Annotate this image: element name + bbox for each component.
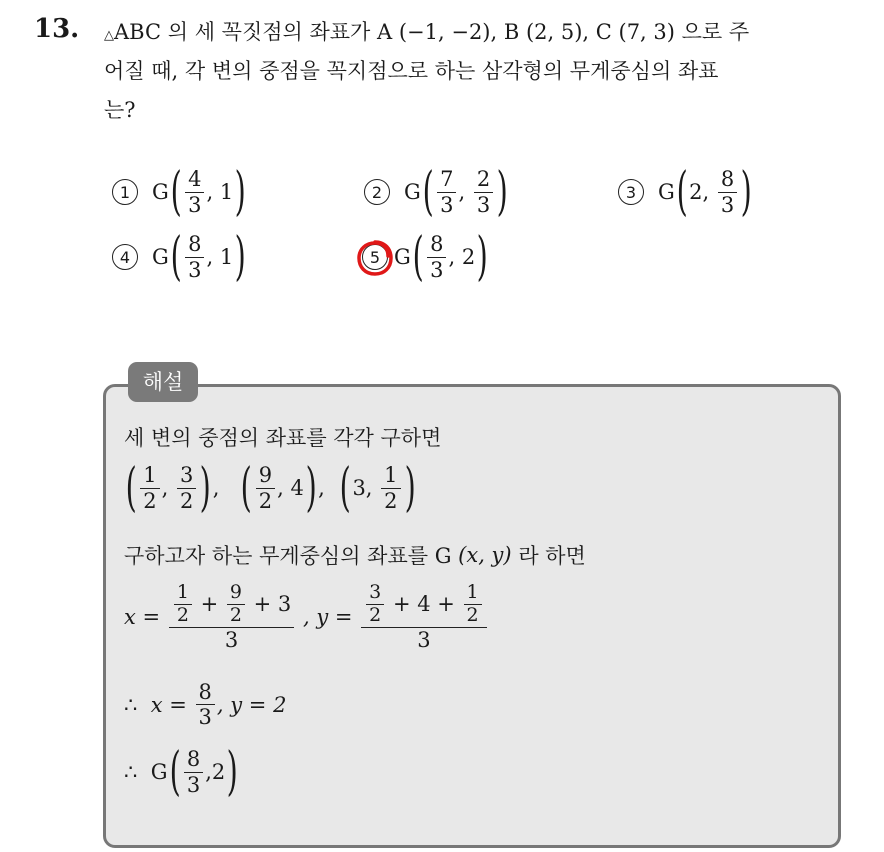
solution-line-1: 세 변의 중점의 좌표를 각각 구하면 <box>124 426 442 450</box>
fraction-denominator: 3 <box>430 257 444 282</box>
solution-line-3 <box>124 540 586 570</box>
y-var: , y = <box>302 604 353 629</box>
fraction-denominator: 2 <box>176 603 189 626</box>
option-label: G <box>152 180 169 204</box>
centroid-equation: x = $\frac{1}{2}$ + $\frac{9}{2}$ + 3 3 , y = $\frac{3}{2}$ + 4 + $\frac{1}{2}$ 3 <box>124 582 489 652</box>
question-line-2: 어질 때, 각 변의 중점을 꼭지점으로 하는 삼각형의 무게중심의 좌표 <box>104 59 719 83</box>
solution-tag: 해설 <box>128 362 198 402</box>
fraction-denominator: 2 <box>258 488 273 513</box>
fraction-numerator: 8 <box>427 232 446 257</box>
centroid-value: ,2 <box>205 760 226 784</box>
term: + 3 <box>253 592 292 617</box>
midpoints-line: ( $\frac{1}{2}$ , $\frac{3}{2}$ ) , ( $\frac{9}{2}$ , 4 ) , ( 3, $\frac{1}{2}$ ) <box>125 458 416 518</box>
fraction-denominator: 2 <box>143 488 157 513</box>
fraction-denominator: 3 <box>186 772 201 797</box>
fraction-numerator: 3 <box>366 582 384 605</box>
option-marker: 1 <box>112 179 138 205</box>
fraction-numerator: 4 <box>185 167 204 192</box>
option-label: G <box>404 180 421 204</box>
therefore-symbol: ∴ <box>124 692 138 717</box>
option-3[interactable]: 3 G ( 2, $\frac{8}{3}$ ) <box>618 166 753 218</box>
option-value: 2, <box>689 180 710 204</box>
fraction-numerator: 9 <box>256 463 275 488</box>
x-var: x = <box>124 604 161 629</box>
fraction-numerator: 8 <box>718 167 737 192</box>
midpoint-value: 4 <box>290 476 304 500</box>
question-line-3: 는? <box>104 98 136 122</box>
option-value: 1 <box>219 180 234 204</box>
fraction-denominator: 3 <box>198 705 212 730</box>
option-label: G <box>394 245 411 269</box>
fraction-denominator: 3 <box>476 192 491 217</box>
option-marker: 2 <box>364 179 390 205</box>
option-2[interactable]: 2 G ( $\frac{7}{3}$ , $\frac{2}{3}$ ) <box>364 166 509 218</box>
fraction-numerator: 2 <box>474 167 493 192</box>
x-var: x = <box>150 692 187 717</box>
question-number: 13. <box>34 14 80 44</box>
question-line-1-text: ABC 의 세 꼭짓점의 좌표가 A (−1, −2), B (2, 5), C (7, 3) 으로 주 <box>114 20 750 44</box>
fraction-denominator: 2 <box>384 488 398 513</box>
fraction-numerator: 7 <box>437 167 456 192</box>
option-label: G <box>152 245 169 269</box>
fraction-numerator: 9 <box>227 582 245 605</box>
fraction-denominator: 2 <box>466 603 479 626</box>
y-result: , y = 2 <box>216 692 287 717</box>
fraction-numerator: 1 <box>174 582 192 605</box>
therefore-line-1 <box>124 680 286 729</box>
selection-circle-icon <box>356 239 394 277</box>
therefore-symbol: ∴ <box>124 760 138 784</box>
fraction-numerator: 8 <box>185 232 204 257</box>
fraction-denominator: 3 <box>417 627 431 652</box>
fraction-denominator: 2 <box>369 603 382 626</box>
option-marker: 3 <box>618 179 644 205</box>
line3-text-end: 라 하면 <box>518 544 586 568</box>
fraction-numerator: 1 <box>140 463 159 488</box>
fraction-denominator: 3 <box>188 192 202 217</box>
fraction-denominator: 2 <box>229 603 242 626</box>
option-value: 1 <box>219 245 234 269</box>
option-4[interactable]: 4 G ( $\frac{8}{3}$ , 1 ) <box>112 231 247 283</box>
triangle-symbol: △ <box>104 28 114 43</box>
option-1[interactable]: 1 G ( $\frac{4}{3}$ , 1 ) <box>112 166 247 218</box>
question-line-1 <box>104 16 749 46</box>
fraction-numerator: 8 <box>196 680 215 705</box>
option-marker: 5 <box>362 244 388 270</box>
fraction-denominator: 3 <box>720 192 735 217</box>
fraction-numerator: 3 <box>177 463 196 488</box>
term: + 4 + <box>392 592 455 617</box>
fraction-denominator: 3 <box>224 627 239 652</box>
fraction-denominator: 3 <box>440 192 454 217</box>
midpoint-value: 3, <box>352 476 373 500</box>
fraction-numerator: 1 <box>464 582 482 605</box>
option-marker: 4 <box>112 244 138 270</box>
fraction-denominator: 3 <box>188 257 202 282</box>
fraction-numerator: 1 <box>381 463 400 488</box>
line3-text: 구하고자 하는 무게중심의 좌표를 G <box>124 544 452 568</box>
option-label: G <box>658 180 675 204</box>
fraction-denominator: 2 <box>180 488 194 513</box>
therefore-line-2: ∴ G ( $\frac{8}{3}$ ,2 ) <box>124 742 238 802</box>
option-value: 2 <box>461 245 476 269</box>
option-5[interactable]: 5 G ( $\frac{8}{3}$ , 2 ) <box>362 231 489 283</box>
fraction-numerator: 8 <box>184 747 203 772</box>
centroid-label: G <box>150 760 168 784</box>
line3-coord: (x, y) <box>458 543 512 567</box>
